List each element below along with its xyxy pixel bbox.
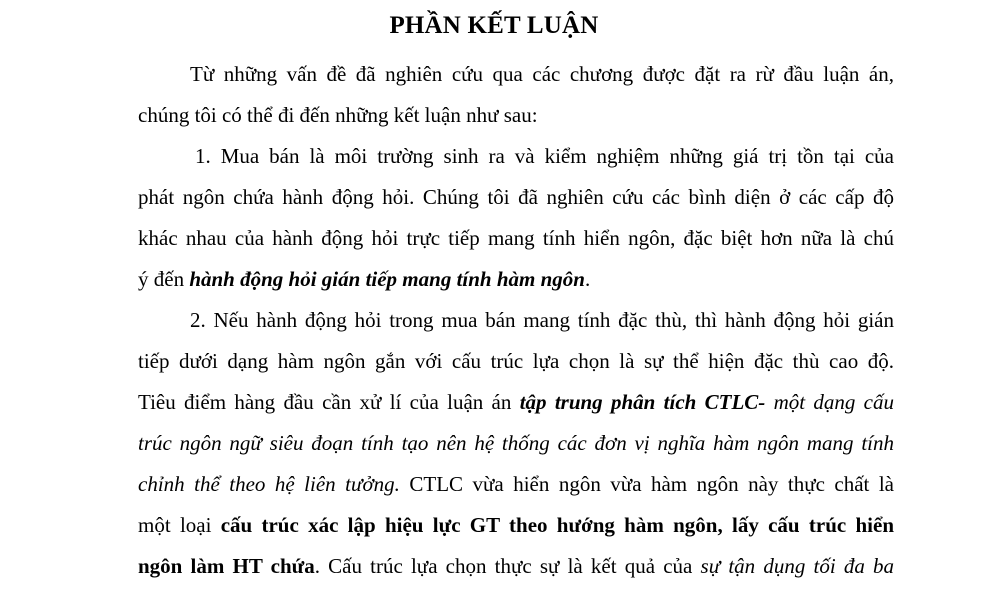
text-line [138, 222, 894, 254]
text-line [138, 304, 894, 336]
text-line [138, 386, 894, 418]
text-run: tiếp dưới dạng hàm ngôn gắn với cấu trúc lựa chọn là sự thể hiện đặc thù cao độ. [138, 349, 894, 373]
emphasis-text: tập trung phân tích CTLC- [519, 390, 766, 414]
text-line [138, 345, 894, 377]
text-run: chúng tôi có thể đi đến những kết luận như sau: [138, 103, 538, 127]
text-run: 1. Mua bán là môi trường sinh ra và kiểm nghiệm những giá trị tồn tại của [195, 144, 894, 168]
text-line [138, 263, 894, 295]
bold-text: cấu trúc xác lập hiệu lực GT theo hướng hàm ngôn, lấy cấu trúc hiển [220, 513, 894, 537]
text-run: 2. Nếu hành động hỏi trong mua bán mang tính đặc thù, thì hành động hỏi gián [190, 308, 894, 332]
text-run: phát ngôn chứa hành động hỏi. Chúng tôi đã nghiên cứu các bình diện ở các cấp độ [138, 185, 894, 209]
text-run: CTLC vừa hiển ngôn vừa hàm ngôn này thực chất là [399, 472, 895, 496]
text-line [138, 140, 894, 172]
page-title: PHẦN KẾT LUẬN [389, 12, 599, 39]
text-run: . [584, 267, 591, 291]
italic-text: chỉnh thể theo hệ liên tưởng. [138, 472, 400, 496]
text-run: . Cấu trúc lựa chọn thực sự là kết quả của [314, 554, 701, 578]
text-line [138, 509, 894, 541]
text-line [138, 181, 894, 213]
text-line [138, 468, 894, 500]
italic-text: sự tận dụng tối đa ba [700, 554, 894, 578]
text-line [138, 99, 894, 131]
text-line [138, 58, 894, 90]
bold-text: ngôn làm HT chứa [138, 554, 315, 578]
emphasis-text: hành động hỏi gián tiếp mang tính hàm ngôn [189, 267, 585, 291]
text-line [138, 427, 894, 459]
text-run: Tiêu điểm hàng đầu cần xử lí của luận án [138, 390, 520, 414]
text-run: Từ những vấn đề đã nghiên cứu qua các chương được đặt ra rừ đầu luận án, [190, 62, 894, 86]
text-run: một loại [138, 513, 221, 537]
italic-text: trúc ngôn ngữ siêu đoạn tính tạo nên hệ thống các đơn vị nghĩa hàm ngôn mang tính [138, 431, 894, 455]
text-run: ý đến [138, 267, 190, 291]
text-run: khác nhau của hành động hỏi trực tiếp mang tính hiển ngôn, đặc biệt hơn nữa là chú [138, 226, 894, 250]
italic-text: một dạng cấu [765, 390, 895, 414]
text-line [138, 550, 894, 582]
